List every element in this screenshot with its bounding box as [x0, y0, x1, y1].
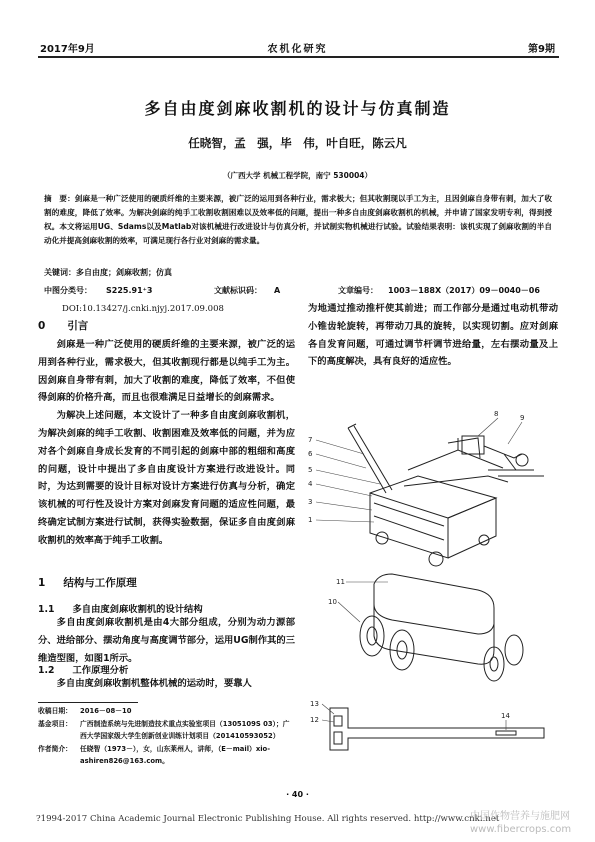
section-1-1-body — [38, 614, 295, 667]
label-6: 6 — [308, 450, 313, 458]
intro-heading — [38, 318, 88, 333]
watermark: 中国作物营养与施肥网 www.fibercrops.com — [470, 811, 572, 835]
abstract — [44, 192, 552, 248]
section-1-1-num: 1.1 — [38, 604, 55, 615]
footnote-received — [38, 705, 296, 718]
label-13: 13 — [310, 700, 319, 708]
section-1-2-title: 工作原理分析 — [72, 665, 129, 676]
author-label: 作者简介： — [38, 744, 72, 753]
header-rule — [38, 56, 559, 58]
paper-title: 多自由度剑麻收割机的设计与仿真制造 — [144, 99, 451, 118]
clc-label: 中图分类号： — [44, 286, 92, 295]
doc-value: A — [274, 286, 281, 295]
footnotes — [38, 705, 296, 768]
intro-num: 0 — [38, 320, 46, 332]
section-1-heading — [38, 575, 137, 590]
keywords — [44, 267, 172, 278]
intro-paragraph-2: 为解决上述问题，本文设计了一种多自由度剑麻收割机，为解决剑麻的纯手工收割、收割困难及效率低的问题，并为应对各个剑麻自身成长发育的不同引起的剑麻中部的粗细和高度的问题，设计中提出了多自由度设计方案进行改进设计。同时，为达到需要的设计目标对设计方案进行仿真与分析，确定该机械的可行性及设计方案对剑麻发育问题的适应性问题，最终确定试制方案进行试制，获得实验数据，保证多自由度剑麻收割机的效率高于纯手工收割。 — [38, 410, 295, 546]
label-5: 5 — [308, 466, 313, 474]
section-1-2-num: 1.2 — [38, 665, 55, 676]
article-number — [338, 285, 540, 296]
page-number: · 40 · — [286, 790, 309, 799]
doi: DOI:10.13427/j.cnki.njyj.2017.09.008 — [62, 304, 224, 314]
doc-code — [214, 285, 280, 296]
clc-number — [44, 285, 152, 296]
cart-assembly — [348, 424, 544, 566]
abstract-text: 剑麻是一种广泛使用的硬质纤维的主要来源，被广泛的运用到各种行业，需求极大；但其收割现以手工为主，且因剑麻自身带有刺，加大了收割的难度，降低了效率。为解决剑麻的纯手工收割收割困难以及效率低的问题，提出一种多自由度剑麻收割机的机械，并申请了国家发明专利，得到授权。本文将运用UG、Sdams以及Matlab对该机械进行改进设计与仿真分析，并试制实物机械进行试验。试验结果表明：该机实现了剑麻收割的半自动化并提高剑麻收割的效率，可满足现行各行业对剑麻的需求量。 — [44, 194, 552, 245]
footnote-author — [38, 743, 296, 768]
article-value: 1003－188X（2017）09－0040－06 — [388, 286, 540, 295]
intro-paragraph-1: 剑麻是一种广泛使用的硬质纤维的主要来源，被广泛的运用到各种行业，需求极大，但其收割现行都是以纯手工为主。因剑麻自身带有刺，加大了收割的难度，降低了效率，不但使得剑麻的价格升高，而且也很难满足日益增长的剑麻需求。 — [38, 339, 295, 404]
section-1-title: 结构与工作原理 — [63, 577, 137, 589]
footnote-fund — [38, 718, 296, 743]
footnote-rule — [38, 702, 138, 703]
base-plate — [330, 708, 544, 750]
intro-title: 引言 — [67, 320, 89, 332]
label-8: 8 — [494, 410, 499, 418]
section-1-1-paragraph: 多自由度剑麻收割机是由4大部分组成，分别为动力源部分、进给部分、摆动角度与高度调节部分，运用UG制作其的三维造型图，如图1所示。 — [38, 617, 295, 664]
label-14: 14 — [501, 712, 510, 720]
label-4: 4 — [308, 480, 313, 488]
label-9: 9 — [520, 414, 525, 422]
label-10: 10 — [328, 598, 337, 606]
paper-affiliation: （广西大学 机械工程学院，南宁 530004） — [222, 171, 373, 180]
section-1-num: 1 — [38, 577, 46, 589]
section-1-2-heading — [38, 662, 128, 676]
doc-label: 文献标识码： — [214, 286, 262, 295]
chassis-assembly — [360, 574, 523, 681]
label-7: 7 — [308, 436, 313, 444]
received-value: 2016－08－10 — [80, 707, 132, 715]
section-1-2-body — [38, 675, 295, 693]
received-label: 收稿日期： — [38, 707, 72, 715]
label-11: 11 — [336, 578, 345, 586]
article-label: 文章编号： — [338, 286, 378, 295]
section-1-2-paragraph: 多自由度剑麻收割机整体机械的运动时，要靠人 — [56, 678, 252, 689]
author-value: 任晓智（1973－），女，山东莱州人，讲师，（E－mail）xio-ashiren826@163.com。 — [80, 744, 271, 765]
section-1-1-heading — [38, 601, 203, 615]
paper-authors: 任晓智，孟 强，毕 伟，叶自旺，陈云凡 — [188, 136, 407, 150]
copyright-footer: ?1994-2017 China Academic Journal Electronic Publishing House. All rights reserved. http://www.cnki.net — [36, 814, 500, 824]
figure-labels-bottom — [322, 704, 506, 730]
fund-label: 基金项目： — [38, 719, 72, 728]
right-column-paragraph: 为地通过推动推杆使其前进；而工作部分是通过电动机带动小锥齿轮旋转，再带动刀具的旋转，以实现切割。应对剑麻各自发育问题，可通过调节杆调节进给量，左右摆动量及上下的高度解决，具有良好的适应性。 — [308, 303, 558, 368]
abstract-label: 摘 要： — [44, 194, 75, 203]
header-issue: 第9期 — [528, 44, 555, 55]
label-12: 12 — [310, 716, 319, 724]
label-3: 3 — [308, 498, 313, 506]
label-1: 1 — [308, 516, 313, 524]
figure-1-machine-drawing — [308, 398, 558, 760]
right-column-body — [308, 300, 558, 371]
intro-body — [38, 336, 295, 550]
header-date: 2017年9月 — [40, 44, 95, 55]
clc-value: S225.91⁺3 — [106, 286, 153, 295]
journal-name: 农机化研究 — [267, 44, 328, 55]
fund-value: 广西制造系统与先进制造技术重点实验室项目（1305109S 03）；广西大学国家级大学生创新创业训练计划项目（201410593052） — [80, 719, 290, 740]
keywords-text: 多自由度；剑麻收割；仿真 — [76, 268, 172, 277]
section-1-1-title: 多自由度剑麻收割机的设计结构 — [72, 604, 203, 615]
keywords-label: 关键词： — [44, 268, 76, 277]
